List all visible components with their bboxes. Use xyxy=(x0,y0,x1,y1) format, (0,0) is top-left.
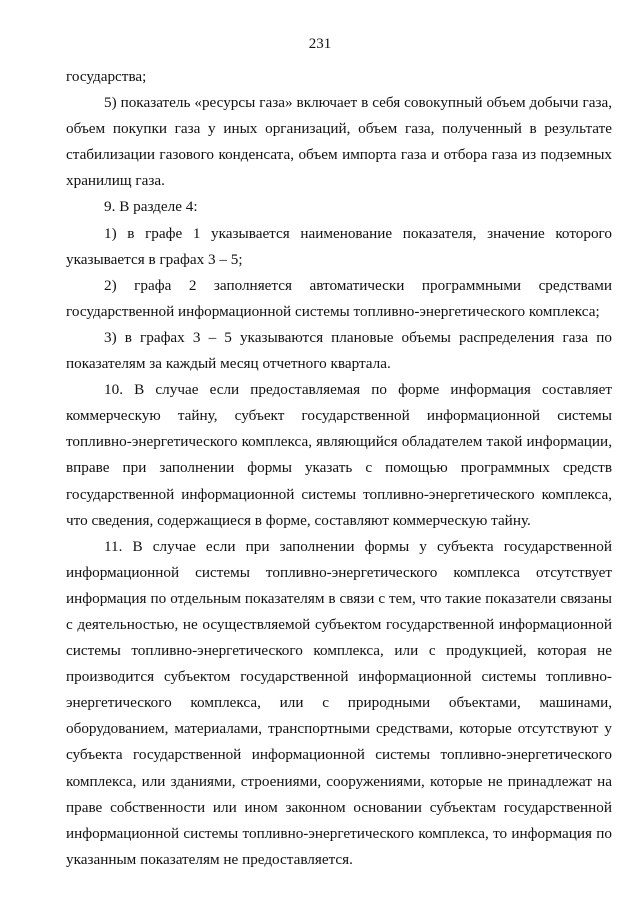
paragraph-item-3-columns-3-5: 3) в графах 3 – 5 указываются плановые объемы распределения газа по показателям за каждый месяц отчетного квартала. xyxy=(66,328,612,373)
paragraph-item-5-gas-resources: 5) показатель «ресурсы газа» включает в себя совокупный объем добычи газа, объем покупки газа у иных организаций, объем газа, полученный в результате стабилизации газового конденсата, объем импорта газа и отбора газа из подземных хранилищ газа. xyxy=(66,94,612,190)
body-text xyxy=(66,64,612,873)
paragraph-section-11: 11. В случае если при заполнении формы у субъекта государственной информационной системы топливно-энергетического комплекса отсутствует информация по отдельным показателям в связи с тем, что такие показатели связаны с деятельностью, не осуществляемой субъектом государственной информационной системы топливно-энергетического комплекса, или с продукцией, которая не производится субъектом государственной информационной системы топливно-энергетического комплекса, или с природными объектами, машинами, оборудованием, материалами, транспортными средствами, которые отсутствуют у субъекта государственной информационной системы топливно-энергетического комплекса, или зданиями, строениями, сооружениями, которые не принадлежат на праве собственности или ином законном основании субъектам государственной информационной системы топливно-энергетического комплекса, то информация по указанным показателям не предоставляется. xyxy=(66,537,612,868)
paragraph-continuation: государства; xyxy=(66,68,147,85)
paragraph-section-9: 9. В разделе 4: xyxy=(104,198,198,216)
paragraph-item-2-column-2: 2) графа 2 заполняется автоматически программными средствами государственной информационной системы топливно-энергетического комплекса; xyxy=(66,276,612,320)
page-number: 231 xyxy=(308,36,332,52)
paragraph-item-1-column-1: 1) в графе 1 указывается наименование показателя, значение которого указывается в графах 3 – 5; xyxy=(66,224,612,268)
paragraph-section-10: 10. В случае если предоставляемая по форме информация составляет коммерческую тайну, субъект государственной информационной системы топливно-энергетического комплекса, являющийся обладателем такой информации, вправе при заполнении формы указать с помощью программных средств государственной информационной системы топливно-энергетического комплекса, что сведения, содержащиеся в форме, составляют коммерческую тайну. xyxy=(66,381,612,529)
